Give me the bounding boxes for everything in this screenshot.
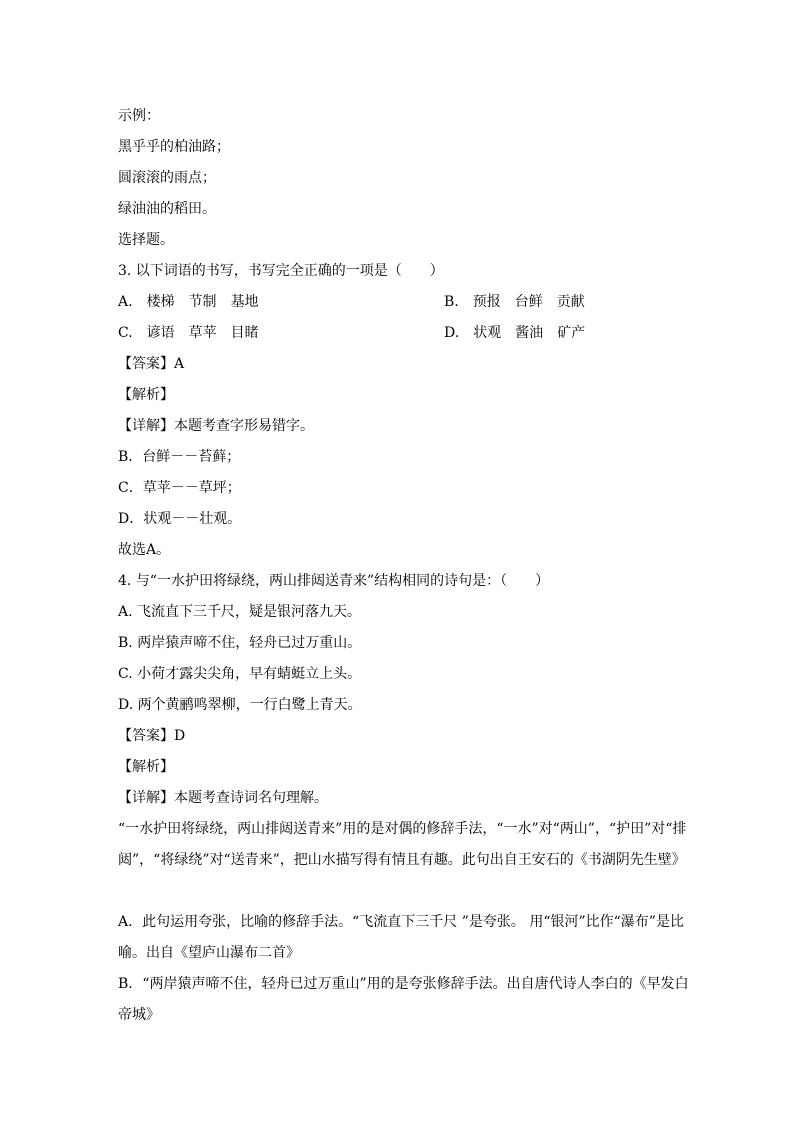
example-line-2: 圆滚滚的雨点； [118,170,216,186]
q4-option-a: A. 飞流直下三千尺，疑是银河落九天。 [118,604,362,620]
example-line-3: 绿油油的稻田。 [118,201,216,217]
option-word: 预报 [472,294,501,310]
q4-analysis-label: 【解析】 [118,759,174,775]
q4-option-b: B. 两岸猿声啼不住，轻舟已过万重山。 [118,635,362,651]
q4-paragraph-a: A．此句运用夸张，比喻的修辞手法。“飞流直下三千尺 ”是夸张。 用“银河”比作“瀑布”是比喻。出自《望庐山瀑布二首》 [118,914,684,961]
example-line-1: 黑乎乎的柏油路； [118,139,230,155]
option-word: 台鲜 [514,294,543,310]
option-letter: D. [444,325,460,341]
q4-option-c: C. 小荷才露尖尖角，早有蜻蜓立上头。 [118,666,362,682]
option-word: 基地 [230,294,259,310]
q3-explanation-b: B．台鲜－－苔藓； [118,449,241,465]
q3-stem: 3. 以下词语的书写，书写完全正确的一项是（ ） [118,263,444,279]
q4-detail: 【详解】本题考查诗词名句理解。 [118,790,328,806]
option-word: 谚语 [146,325,175,341]
option-word: 酱油 [515,325,544,341]
q3-detail: 【详解】本题考查字形易错字。 [118,418,314,434]
section-title: 选择题。 [118,232,174,248]
q3-conclusion: 故选A。 [118,542,171,558]
option-word: 楼梯 [146,294,175,310]
option-letter: B. [444,294,459,310]
q3-option-d [444,323,585,343]
q3-analysis-label: 【解析】 [118,387,174,403]
q3-option-b [444,292,585,312]
option-word: 目睹 [230,325,259,341]
q4-option-d: D. 两个黄鹂鸣翠柳，一行白鹭上青天。 [118,697,362,713]
option-word: 草苹 [188,325,217,341]
q4-paragraph-b: B．“两岸猿声啼不住，轻舟已过万重山”用的是夸张修辞手法。出自唐代诗人李白的《早发白帝城》 [118,976,689,1023]
q3-option-c [118,323,259,343]
option-word: 贡献 [556,294,585,310]
example-label: 示例： [118,108,160,124]
q4-paragraph-1: “一水护田将绿绕，两山排闼送青来”用的是对偶的修辞手法，“一水”对“两山”，“护田”对“排闼”，“将绿绕”对“送青来”，把山水描写得有情且有趣。此句出自王安石的《书湖阴先生壁》 [118,821,687,868]
option-letter: A. [118,294,133,310]
q4-stem: 4. 与“一水护田将绿绕，两山排闼送青来”结构相同的诗句是：（ ） [118,573,550,589]
q3-answer: 【答案】A [118,356,185,372]
option-word: 状观 [473,325,502,341]
q3-explanation-d: D．状观－－壮观。 [118,511,242,527]
q3-option-a [118,292,259,312]
option-word: 矿产 [557,325,586,341]
option-letter: C. [118,325,133,341]
option-word: 节制 [188,294,217,310]
q3-explanation-c: C．草苹－－草坪； [118,480,241,496]
q4-answer: 【答案】D [118,728,186,744]
